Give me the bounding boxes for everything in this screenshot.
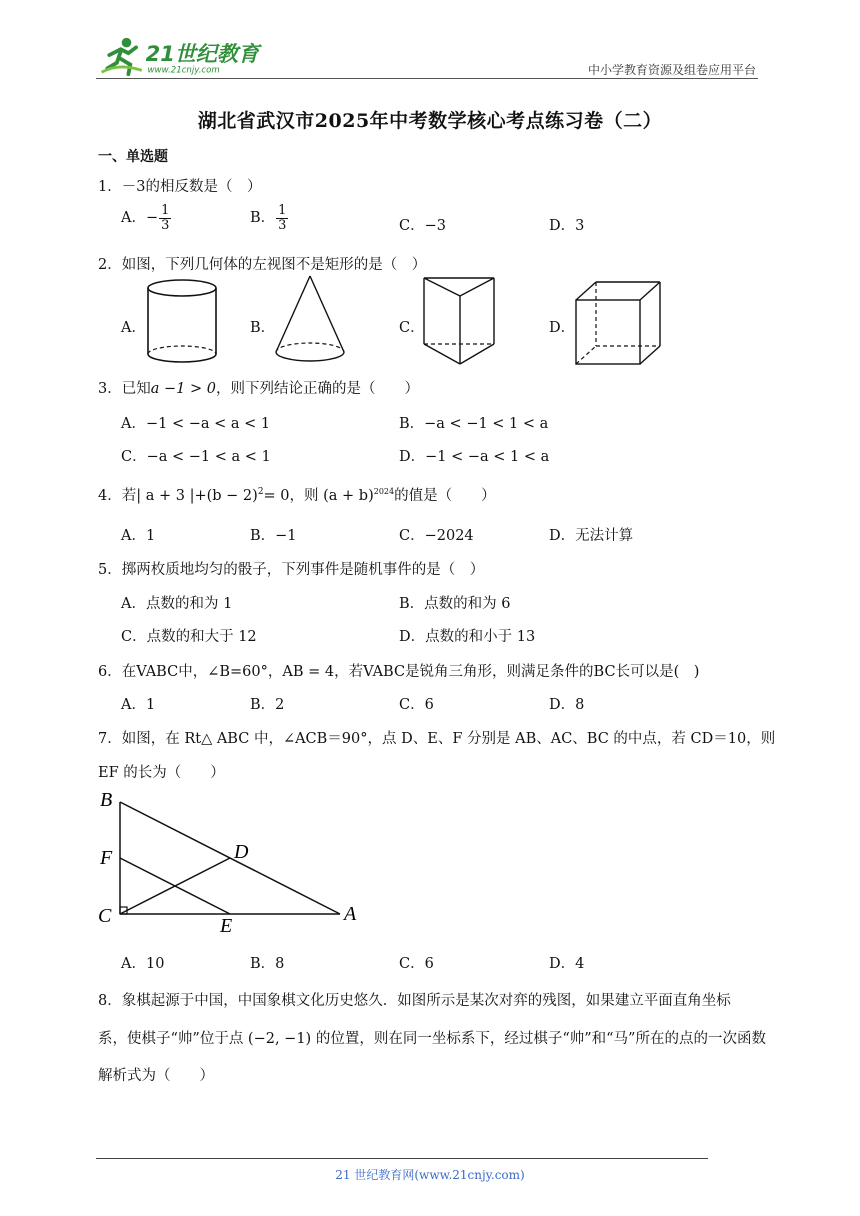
question-7-option-b[interactable]: B．8 bbox=[250, 956, 285, 972]
denominator: 3 bbox=[278, 217, 287, 233]
denominator: 3 bbox=[161, 217, 170, 233]
question-5-option-c[interactable]: C．点数的和大于 12 bbox=[121, 629, 257, 645]
footer-divider bbox=[96, 1158, 708, 1159]
question-4-option-c[interactable]: C．−2024 bbox=[399, 528, 474, 544]
question-2-option-c[interactable]: C． bbox=[399, 320, 425, 336]
question-7-option-a[interactable]: A．10 bbox=[121, 956, 165, 972]
question-8-line-3: 解析式为（ ） bbox=[98, 1068, 214, 1084]
question-5-option-a[interactable]: A．点数的和为 1 bbox=[121, 596, 233, 612]
question-8-line-1: 8．象棋起源于中国，中国象棋文化历史悠久．如图所示是某次对弈的残图，如果建立平面直角坐标 bbox=[98, 993, 731, 1009]
question-6-stem: 6．在VABC中，∠B=60°，AB = 4，若VABC是锐角三角形，则满足条件的BC长可以是( ) bbox=[98, 664, 700, 680]
question-5-stem: 5．掷两枚质地均匀的骰子，下列事件是随机事件的是（ ） bbox=[98, 562, 485, 578]
question-7-stem-line-2: EF 的长为（ ） bbox=[98, 765, 225, 781]
question-3-stem bbox=[98, 377, 419, 398]
question-5-option-b[interactable]: B．点数的和为 6 bbox=[399, 596, 511, 612]
question-1-option-a[interactable] bbox=[121, 204, 171, 232]
footer-link[interactable]: 21 世纪教育网(www.21cnjy.com) bbox=[335, 1168, 525, 1182]
label-b: B bbox=[100, 789, 113, 811]
question-3-option-b[interactable]: B．−a < −1 < 1 < a bbox=[399, 416, 549, 432]
section-heading: 一、单选题 bbox=[98, 149, 168, 165]
question-2-option-a[interactable]: A． bbox=[121, 320, 146, 336]
site-logo bbox=[96, 34, 266, 78]
label-c: C bbox=[98, 905, 112, 927]
platform-tagline: 中小学教育资源及组卷应用平台 bbox=[587, 63, 756, 77]
question-3-option-c[interactable]: C．−a < −1 < a < 1 bbox=[121, 449, 271, 465]
cone-figure bbox=[272, 272, 352, 368]
label-d: D bbox=[234, 841, 249, 863]
question-6-option-b[interactable]: B．2 bbox=[250, 697, 285, 713]
inline-math: a −1 > 0 bbox=[150, 381, 216, 397]
inline-math: +(b − 2) bbox=[194, 488, 258, 504]
runner-icon bbox=[102, 38, 142, 74]
question-4-option-a[interactable]: A．1 bbox=[121, 528, 156, 544]
question-7-stem-line-1: 7．如图，在 Rt△ ABC 中，∠ACB＝90°，点 D、E、F 分别是 AB、AC、BC 的中点，若 CD＝10，则 bbox=[98, 731, 776, 747]
superscript: 2024 bbox=[373, 487, 395, 497]
question-2-option-d[interactable]: D． bbox=[549, 320, 576, 336]
option-label: A． bbox=[121, 210, 146, 227]
question-7-option-d[interactable]: D．4 bbox=[549, 956, 585, 972]
logo-text: 21世纪教育 bbox=[145, 40, 260, 66]
logo-url: www.21cnjy.com bbox=[147, 65, 220, 76]
question-4-option-b[interactable]: B．−1 bbox=[250, 528, 297, 544]
minus-sign: − bbox=[145, 210, 159, 227]
stem-text: 的值是（ ） bbox=[394, 488, 496, 504]
page-title: 湖北省武汉市2025年中考数学核心考点练习卷（二） bbox=[197, 110, 663, 132]
fraction bbox=[159, 204, 171, 232]
question-8-line-2: 系，使棋子“帅”位于点 (−2, −1) 的位置，则在同一坐标系下，经过棋子“帅”和“马”所在的点的一次函数 bbox=[98, 1031, 766, 1047]
question-7-option-c[interactable]: C．6 bbox=[399, 956, 434, 972]
triangle-figure bbox=[96, 786, 366, 936]
question-1-option-c[interactable]: C．−3 bbox=[399, 218, 446, 234]
option-label: B． bbox=[250, 210, 276, 227]
label-a: A bbox=[344, 903, 357, 925]
question-3-option-a[interactable]: A．−1 < −a < a < 1 bbox=[121, 416, 271, 432]
superscript: 2 bbox=[257, 487, 264, 498]
inline-math: | a + 3 | bbox=[136, 488, 195, 504]
question-6-option-d[interactable]: D．8 bbox=[549, 697, 585, 713]
question-6-option-a[interactable]: A．1 bbox=[121, 697, 156, 713]
question-6-option-c[interactable]: C．6 bbox=[399, 697, 434, 713]
header-divider bbox=[96, 78, 758, 79]
prism-figure bbox=[420, 274, 500, 374]
stem-text: 3．已知 bbox=[98, 381, 151, 397]
stem-text: 4．若 bbox=[98, 488, 137, 504]
label-e: E bbox=[220, 915, 233, 937]
cylinder-figure bbox=[144, 278, 224, 368]
question-4-stem bbox=[98, 484, 496, 505]
numerator: 1 bbox=[278, 203, 287, 218]
fraction bbox=[276, 204, 288, 232]
numerator: 1 bbox=[161, 203, 170, 218]
label-f: F bbox=[100, 847, 113, 869]
question-1-option-b[interactable] bbox=[250, 204, 288, 232]
inline-math: = 0，则 (a + b) bbox=[263, 488, 374, 504]
question-2-stem: 2．如图，下列几何体的左视图不是矩形的是（ ） bbox=[98, 257, 427, 273]
question-2-option-b[interactable]: B． bbox=[250, 320, 276, 336]
stem-text: ，则下列结论正确的是（ ） bbox=[215, 381, 419, 397]
cube-figure bbox=[572, 278, 668, 370]
question-1-stem: 1．－3的相反数是（ ） bbox=[98, 179, 262, 195]
question-4-option-d[interactable]: D．无法计算 bbox=[549, 528, 634, 544]
question-1-option-d[interactable]: D．3 bbox=[549, 218, 585, 234]
question-3-option-d[interactable]: D．−1 < −a < 1 < a bbox=[399, 449, 550, 465]
question-5-option-d[interactable]: D．点数的和小于 13 bbox=[399, 629, 536, 645]
